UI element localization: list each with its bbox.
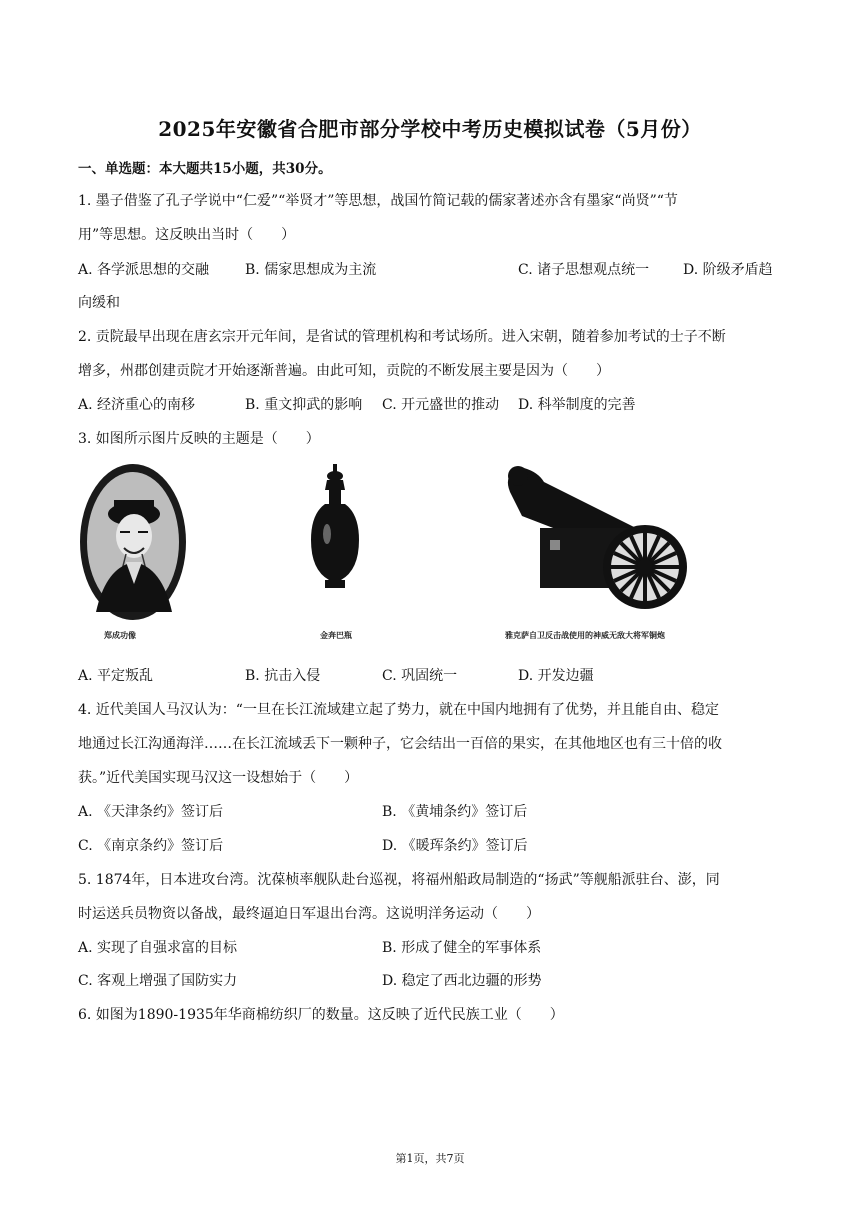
- q4-option-a: A. 《天津条约》签订后: [78, 804, 224, 820]
- q2-stem-line1: 2. 贡院最早出现在唐玄宗开元年间，是省试的管理机构和考试场所。进入宋朝，随着参加考试的士子不断: [78, 329, 726, 345]
- q3-option-c: C. 巩固统一: [382, 668, 458, 684]
- q4-stem-line1: 4. 近代美国人马汉认为：“一旦在长江流域建立起了势力，就在中国内地拥有了优势，并且能自由、稳定: [78, 702, 719, 718]
- q2-option-c: C. 开元盛世的推动: [382, 397, 500, 413]
- golden-vase-image: [305, 462, 365, 592]
- q1-option-d: D. 阶级矛盾趋: [683, 262, 773, 278]
- q5-option-a: A. 实现了自强求富的目标: [78, 940, 238, 956]
- cannon-caption: 雅克萨自卫反击战使用的神威无敌大将军铜炮: [505, 630, 665, 640]
- q1-option-a: A. 各学派思想的交融: [78, 262, 210, 278]
- q1-option-c: C. 诸子思想观点统一: [518, 262, 650, 278]
- q4-option-d: D. 《暖珲条约》签订后: [382, 838, 528, 854]
- q4-stem-line2: 地通过长江沟通海洋……在长江流域丢下一颗种子，它会结出一百倍的果实，在其他地区也有三十倍的收: [78, 736, 722, 752]
- q4-option-b: B. 《黄埔条约》签订后: [382, 804, 528, 820]
- q6-stem: 6. 如图为1890-1935年华商棉纺织厂的数量。这反映了近代民族工业（ ）: [78, 1007, 564, 1023]
- q5-option-d: D. 稳定了西北边疆的形势: [382, 973, 542, 989]
- q2-stem-line2: 增多，州郡创建贡院才开始逐渐普遍。由此可知，贡院的不断发展主要是因为（ ）: [78, 363, 610, 379]
- q2-option-b: B. 重文抑武的影响: [245, 397, 363, 413]
- portrait-caption: 郑成功像: [104, 630, 136, 640]
- cannon-image: [500, 462, 690, 620]
- page-footer: 第1页，共7页: [395, 1152, 465, 1165]
- q4-option-c: C. 《南京条约》签订后: [78, 838, 224, 854]
- q2-option-a: A. 经济重心的南移: [78, 397, 196, 413]
- q5-stem-line2: 时运送兵员物资以备战，最终逼迫日军退出台湾。这说明洋务运动（ ）: [78, 906, 540, 922]
- q1-stem-line2: 用”等思想。这反映出当时（ ）: [78, 227, 296, 243]
- q3-option-a: A. 平定叛乱: [78, 668, 154, 684]
- q3-option-b: B. 抗击入侵: [245, 668, 321, 684]
- q5-option-b: B. 形成了健全的军事体系: [382, 940, 542, 956]
- portrait-image: [78, 462, 188, 622]
- q2-option-d: D. 科举制度的完善: [518, 397, 636, 413]
- q1-stem-line1: 1. 墨子借鉴了孔子学说中“仁爱”“举贤才”等思想，战国竹简记载的儒家著述亦含有墨家“尚贤”“节: [78, 193, 678, 209]
- q1-option-d-continued: 向缓和: [78, 295, 120, 311]
- q3-option-d: D. 开发边疆: [518, 668, 594, 684]
- q4-stem-line3: 获。”近代美国实现马汉这一设想始于（ ）: [78, 770, 359, 786]
- q5-option-c: C. 客观上增强了国防实力: [78, 973, 238, 989]
- q5-stem-line1: 5. 1874年，日本进攻台湾。沈葆桢率舰队赴台巡视，将福州船政局制造的“扬武”等舰船派驻台、澎，同: [78, 872, 720, 888]
- exam-title: 2025年安徽省合肥市部分学校中考历史模拟试卷（5月份）: [158, 117, 702, 141]
- q1-option-b: B. 儒家思想成为主流: [245, 262, 377, 278]
- vase-caption: 金奔巴瓶: [320, 630, 352, 640]
- section-heading: 一、单选题：本大题共15小题，共30分。: [78, 161, 332, 177]
- q3-stem: 3. 如图所示图片反映的主题是（ ）: [78, 431, 320, 447]
